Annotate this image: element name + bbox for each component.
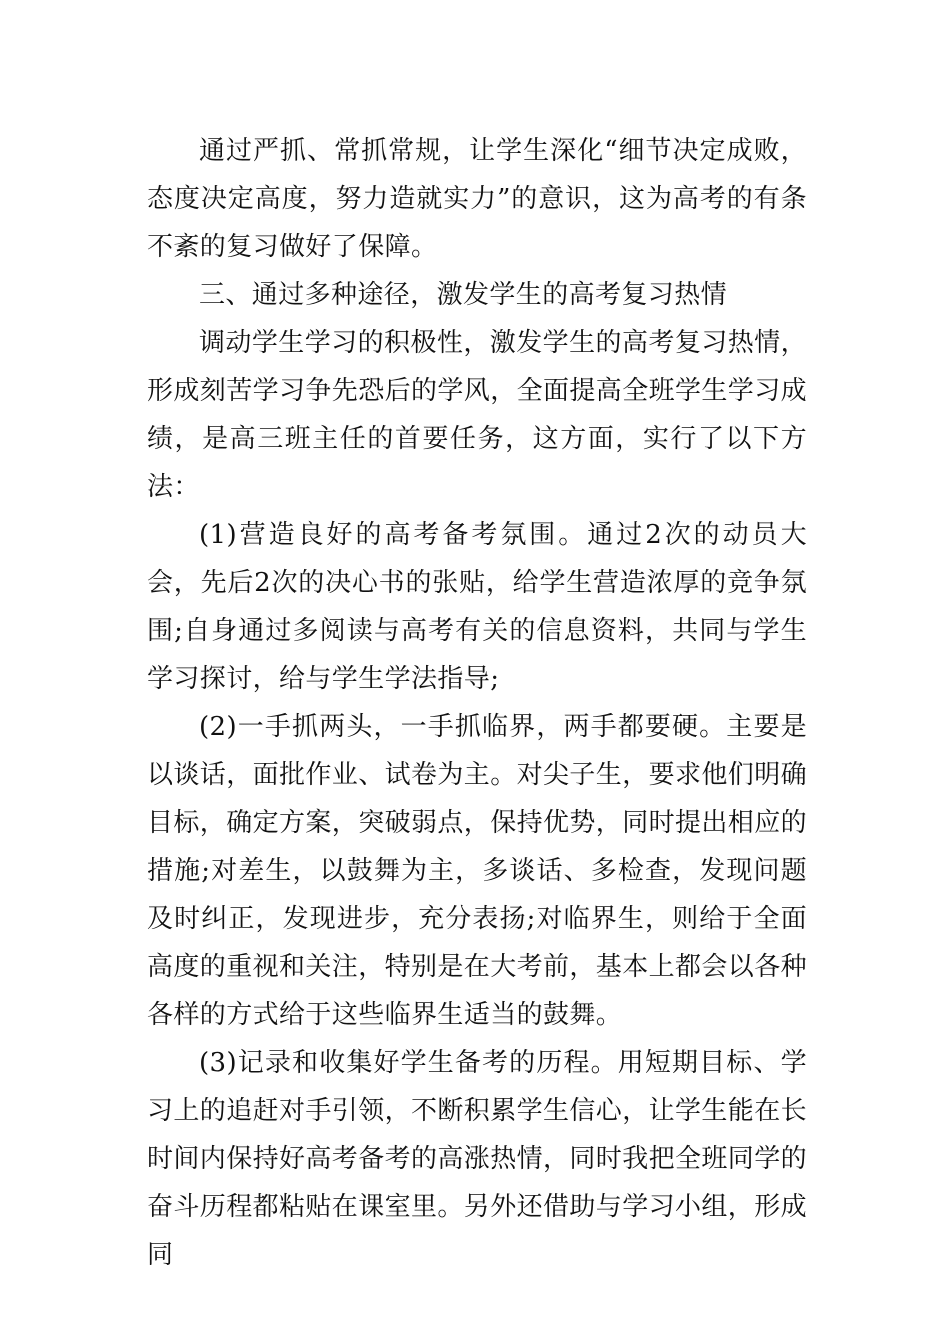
paragraph-method-1: (1)营造良好的高考备考氛围。通过2次的动员大会，先后2次的决心书的张贴，给学生营造浓厚的竞争氛围;自身通过多阅读与高考有关的信息资料，共同与学生学习探讨，给与学生学法指导; — [147, 520, 807, 694]
section-heading-three: 三、通过多种途径，激发学生的高考复习热情 — [199, 280, 728, 310]
paragraph-method-2: (2)一手抓两头，一手抓临界，两手都要硬。主要是以谈话，面批作业、试卷为主。对尖子生，要求他们明确目标，确定方案，突破弱点，保持优势，同时提出相应的措施;对差生，以鼓舞为主，多谈话、多检查，发现问题及时纠正，发现进步，充分表扬;对临界生，则给于全面高度的重视和关注，特别是在大考前，基本上都会以各种各样的方式给于这些临界生适当的鼓舞。 — [147, 712, 808, 1030]
paragraph-method-3: (3)记录和收集好学生备考的历程。用短期目标、学习上的追赶对手引领，不断积累学生信心，让学生能在长时间内保持好高考备考的高涨热情，同时我把全班同学的奋斗历程都粘贴在课室里。另外还借助与学习小组，形成同 — [147, 1048, 808, 1270]
paragraph-routine-management: 通过严抓、常抓常规，让学生深化“细节决定成败，态度决定高度，努力造就实力”的意识，这为高考的有条不紊的复习做好了保障。 — [147, 136, 807, 262]
paragraph-motivation-intro: 调动学生学习的积极性，激发学生的高考复习热情，形成刻苦学习争先恐后的学风，全面提高全班学生学习成绩，是高三班主任的首要任务，这方面，实行了以下方法： — [147, 328, 808, 502]
document-body — [147, 127, 807, 1279]
